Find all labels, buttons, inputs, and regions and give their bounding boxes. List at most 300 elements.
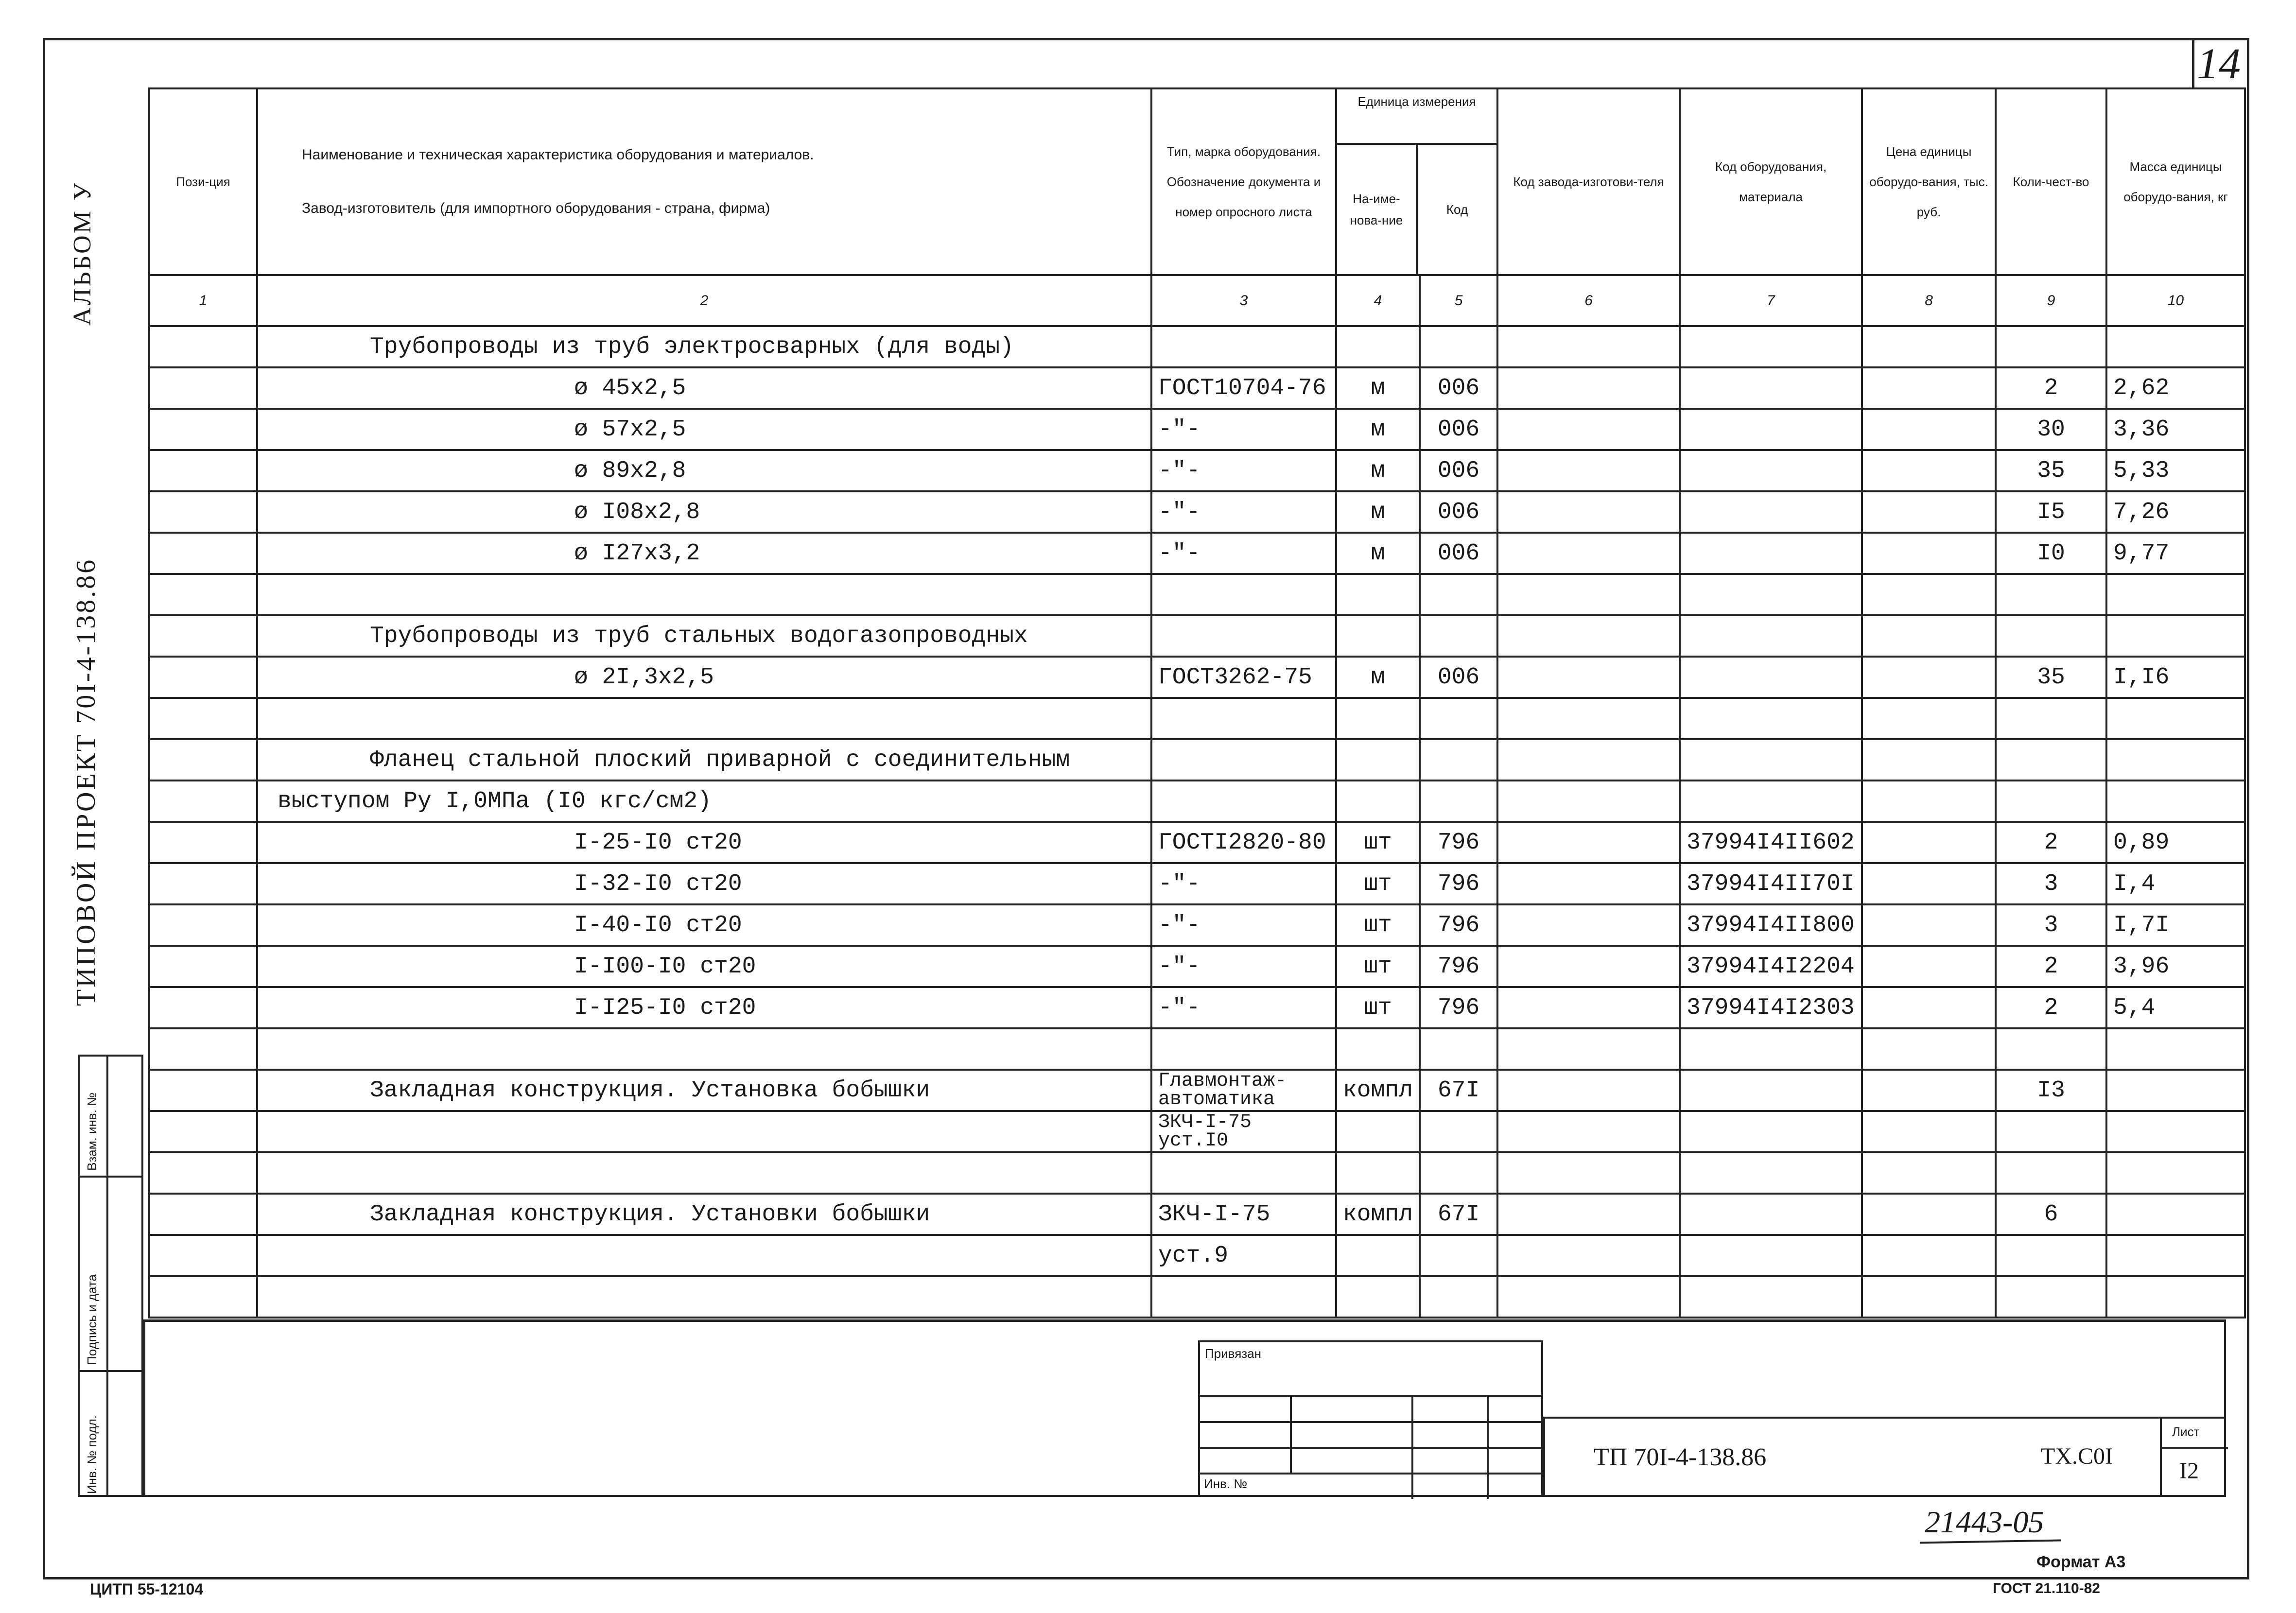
- table-row: [149, 946, 2245, 987]
- cell-mat: [1680, 1070, 1862, 1111]
- table-row: [149, 780, 2245, 822]
- cell-code: [1420, 739, 1497, 780]
- cell-price: [1862, 1152, 1996, 1194]
- cell-price: [1862, 657, 1996, 698]
- cell-price: [1862, 1276, 1996, 1318]
- cell-code: [1420, 326, 1497, 367]
- cell-mass: I,4: [2106, 863, 2245, 904]
- cell-qty: [1996, 326, 2106, 367]
- cell-code: 796: [1420, 863, 1497, 904]
- cell-qty: 3: [1996, 863, 2106, 904]
- cell-pos: [149, 1028, 257, 1070]
- cell-name: I-40-I0 ст20: [257, 904, 1151, 946]
- table-row: [149, 450, 2245, 491]
- cell-pos: [149, 822, 257, 863]
- cell-type: ГОСТ10704-76: [1151, 367, 1336, 409]
- cell-mat: [1680, 533, 1862, 574]
- cell-mass: [2106, 1070, 2245, 1111]
- cell-price: [1862, 409, 1996, 450]
- cell-pos: [149, 450, 257, 491]
- col-num: 9: [1996, 275, 2106, 326]
- cell-code: [1420, 574, 1497, 615]
- cell-mat: [1680, 450, 1862, 491]
- cell-type: [1151, 326, 1336, 367]
- cell-type: ГОСТI2820-80: [1151, 822, 1336, 863]
- document-code: ТХ.С0I: [2041, 1443, 2113, 1469]
- cell-qty: [1996, 1152, 2106, 1194]
- linked-vline: [1411, 1395, 1413, 1499]
- header-name-line1: Наименование и техническая характеристика оборудования и материалов.: [302, 147, 814, 163]
- linked-block: [1198, 1340, 1543, 1497]
- cell-pos: [149, 780, 257, 822]
- title-block: [1543, 1417, 2226, 1497]
- cell-type: ГОСТ3262-75: [1151, 657, 1336, 698]
- cell-plant: [1497, 904, 1680, 946]
- header-position: Пози-ция: [149, 88, 257, 275]
- side-stamp-inv-original: Инв. № подл.: [85, 1415, 99, 1494]
- table-row: [149, 1152, 2245, 1194]
- sheet-label: Лист: [2172, 1424, 2200, 1439]
- cell-mass: 5,4: [2106, 987, 2245, 1028]
- cell-qty: [1996, 574, 2106, 615]
- cell-mass: I,I6: [2106, 657, 2245, 698]
- cell-mat: [1680, 615, 1862, 657]
- format-label: Формат А3: [2036, 1553, 2126, 1571]
- cell-code: [1420, 780, 1497, 822]
- col-num: 8: [1862, 275, 1996, 326]
- sheet-hline: [2160, 1447, 2228, 1449]
- cell-type: -"-: [1151, 409, 1336, 450]
- cell-code: 006: [1420, 450, 1497, 491]
- col-num: 10: [2106, 275, 2245, 326]
- cell-plant: [1497, 533, 1680, 574]
- cell-name: Трубопроводы из труб стальных водогазопроводных: [257, 615, 1151, 657]
- cell-type: уст.9: [1151, 1235, 1336, 1276]
- cell-plant: [1497, 1152, 1680, 1194]
- table-row: [149, 574, 2245, 615]
- cell-name: [257, 1111, 1151, 1152]
- col-num: 7: [1680, 275, 1862, 326]
- cell-code: 006: [1420, 491, 1497, 533]
- cell-pos: [149, 904, 257, 946]
- cell-plant: [1497, 1111, 1680, 1152]
- cell-qty: 2: [1996, 822, 2106, 863]
- cell-unit: [1336, 574, 1420, 615]
- cell-qty: 35: [1996, 657, 2106, 698]
- cell-unit: [1336, 326, 1420, 367]
- cell-pos: [149, 367, 257, 409]
- table-row: [149, 657, 2245, 698]
- cell-price: [1862, 1194, 1996, 1235]
- cell-name: выступом Ру I,0МПа (I0 кгс/см2): [257, 780, 1151, 822]
- cell-plant: [1497, 1194, 1680, 1235]
- cell-unit: [1336, 739, 1420, 780]
- cell-unit: компл: [1336, 1070, 1420, 1111]
- cell-qty: 6: [1996, 1194, 2106, 1235]
- bottom-left-code: ЦИТП 55-12104: [90, 1580, 204, 1598]
- header-mass: Масса единицы оборудо-вания, кг: [2106, 88, 2245, 275]
- cell-unit: шт: [1336, 946, 1420, 987]
- cell-price: [1862, 946, 1996, 987]
- header-unit-split: [1337, 145, 1496, 274]
- cell-code: [1420, 1276, 1497, 1318]
- cell-plant: [1497, 450, 1680, 491]
- cell-type: [1151, 574, 1336, 615]
- cell-price: [1862, 987, 1996, 1028]
- cell-mass: [2106, 574, 2245, 615]
- side-stamp-block: [78, 1055, 143, 1497]
- cell-unit: [1336, 1111, 1420, 1152]
- header-price: Цена единицы оборудо-вания, тыс. руб.: [1862, 88, 1996, 275]
- cell-unit: шт: [1336, 822, 1420, 863]
- cell-type: [1151, 1028, 1336, 1070]
- linked-hline: [1200, 1473, 1541, 1474]
- cell-name: Закладная конструкция. Установка бобышки: [257, 1070, 1151, 1111]
- cell-qty: [1996, 1235, 2106, 1276]
- cell-qty: 3: [1996, 904, 2106, 946]
- cell-type: -"-: [1151, 450, 1336, 491]
- cell-price: [1862, 1235, 1996, 1276]
- header-unit-code: Код: [1446, 202, 1468, 217]
- cell-qty: 35: [1996, 450, 2106, 491]
- cell-mass: 2,62: [2106, 367, 2245, 409]
- cell-qty: [1996, 615, 2106, 657]
- linked-vline: [1290, 1395, 1292, 1474]
- cell-mass: [2106, 326, 2245, 367]
- cell-unit: компл: [1336, 1194, 1420, 1235]
- document-designation: ТП 70I-4-138.86: [1594, 1443, 1767, 1471]
- header-name: [257, 88, 1151, 275]
- cell-unit: [1336, 1276, 1420, 1318]
- cell-plant: [1497, 946, 1680, 987]
- cell-code: 006: [1420, 657, 1497, 698]
- cell-unit: [1336, 1235, 1420, 1276]
- cell-type: ЗКЧ-I-75: [1151, 1194, 1336, 1235]
- cell-code: [1420, 615, 1497, 657]
- cell-code: 796: [1420, 987, 1497, 1028]
- col-num: 2: [257, 275, 1151, 326]
- cell-mass: I,7I: [2106, 904, 2245, 946]
- gost-label: ГОСТ 21.110-82: [1993, 1580, 2100, 1596]
- side-stamp-hline: [80, 1370, 141, 1372]
- cell-name: ø I27x3,2: [257, 533, 1151, 574]
- cell-type: -"-: [1151, 863, 1336, 904]
- cell-pos: [149, 574, 257, 615]
- table-row: [149, 863, 2245, 904]
- header-name-line2: Завод-изготовитель (для импортного оборудования - страна, фирма): [302, 200, 770, 216]
- cell-mat: [1680, 657, 1862, 698]
- table-row: [149, 615, 2245, 657]
- table-row: [149, 1276, 2245, 1318]
- cell-mass: [2106, 698, 2245, 739]
- cell-mat: [1680, 367, 1862, 409]
- cell-name: I-I00-I0 ст20: [257, 946, 1151, 987]
- cell-name: [257, 1028, 1151, 1070]
- cell-pos: [149, 1276, 257, 1318]
- cell-price: [1862, 491, 1996, 533]
- cell-mat: [1680, 1152, 1862, 1194]
- table-row: [149, 1111, 2245, 1152]
- header-unit-name: На-име-нова-ние: [1337, 145, 1418, 274]
- cell-pos: [149, 946, 257, 987]
- cell-qty: [1996, 739, 2106, 780]
- table-row: [149, 1028, 2245, 1070]
- cell-mass: [2106, 739, 2245, 780]
- cell-code: [1420, 698, 1497, 739]
- cell-mat: [1680, 409, 1862, 450]
- cell-name: ø 89x2,8: [257, 450, 1151, 491]
- cell-pos: [149, 326, 257, 367]
- cell-mass: [2106, 1028, 2245, 1070]
- cell-price: [1862, 780, 1996, 822]
- col-num: 5: [1420, 275, 1497, 326]
- cell-pos: [149, 1070, 257, 1111]
- header-plant-code: Код завода-изготови-теля: [1497, 88, 1680, 275]
- cell-mat: [1680, 1194, 1862, 1235]
- cell-qty: [1996, 1111, 2106, 1152]
- cell-mat: [1680, 574, 1862, 615]
- cell-plant: [1497, 615, 1680, 657]
- linked-hline: [1200, 1447, 1541, 1449]
- cell-mat: 37994I4I2204: [1680, 946, 1862, 987]
- table-row: [149, 739, 2245, 780]
- cell-type: Главмонтаж-автоматика: [1151, 1070, 1336, 1111]
- cell-mass: [2106, 1194, 2245, 1235]
- cell-unit: [1336, 1028, 1420, 1070]
- cell-mat: [1680, 326, 1862, 367]
- cell-type: [1151, 739, 1336, 780]
- cell-qty: 2: [1996, 946, 2106, 987]
- cell-code: [1420, 1111, 1497, 1152]
- cell-type: [1151, 780, 1336, 822]
- cell-price: [1862, 1028, 1996, 1070]
- cell-name: ø 2I,3x2,5: [257, 657, 1151, 698]
- cell-code: 796: [1420, 946, 1497, 987]
- cell-mass: [2106, 1276, 2245, 1318]
- cell-plant: [1497, 1276, 1680, 1318]
- cell-price: [1862, 1111, 1996, 1152]
- cell-type: -"-: [1151, 533, 1336, 574]
- table-row: [149, 987, 2245, 1028]
- cell-mat: [1680, 698, 1862, 739]
- cell-plant: [1497, 822, 1680, 863]
- linked-hline: [1200, 1421, 1541, 1423]
- cell-type: [1151, 615, 1336, 657]
- cell-unit: шт: [1336, 904, 1420, 946]
- header-unit: [1336, 88, 1497, 275]
- cell-mass: [2106, 780, 2245, 822]
- table-row: [149, 533, 2245, 574]
- cell-mat: [1680, 1028, 1862, 1070]
- cell-qty: 2: [1996, 367, 2106, 409]
- cell-mass: [2106, 1235, 2245, 1276]
- cell-name: I-I25-I0 ст20: [257, 987, 1151, 1028]
- cell-mass: [2106, 1111, 2245, 1152]
- column-number-row: [149, 275, 2245, 326]
- cell-price: [1862, 533, 1996, 574]
- cell-code: [1420, 1028, 1497, 1070]
- cell-pos: [149, 615, 257, 657]
- table-row: [149, 409, 2245, 450]
- sheet-number: I2: [2179, 1458, 2199, 1484]
- cell-qty: 2: [1996, 987, 2106, 1028]
- cell-qty: 30: [1996, 409, 2106, 450]
- cell-mat: 37994I4II70I: [1680, 863, 1862, 904]
- cell-qty: I5: [1996, 491, 2106, 533]
- cell-mat: [1680, 491, 1862, 533]
- side-stamp-divider: [106, 1057, 108, 1495]
- cell-price: [1862, 822, 1996, 863]
- cell-type: [1151, 1152, 1336, 1194]
- linked-label: Привязан: [1205, 1346, 1262, 1361]
- cell-name: [257, 698, 1151, 739]
- cell-mass: 9,77: [2106, 533, 2245, 574]
- cell-plant: [1497, 491, 1680, 533]
- inv-label: Инв. №: [1204, 1476, 1248, 1491]
- project-label: ТИПОВОЙ ПРОЕКТ 70I-4-138.86: [71, 557, 101, 1006]
- cell-type: -"-: [1151, 946, 1336, 987]
- cell-plant: [1497, 409, 1680, 450]
- linked-vline: [1487, 1395, 1489, 1499]
- col-num: 4: [1336, 275, 1420, 326]
- cell-code: 796: [1420, 904, 1497, 946]
- table-row: [149, 1194, 2245, 1235]
- table-row: [149, 822, 2245, 863]
- cell-mat: [1680, 1111, 1862, 1152]
- specification-table: [148, 87, 2246, 1318]
- cell-type: ЗКЧ-I-75 уст.I0: [1151, 1111, 1336, 1152]
- page-number-divider: [2192, 38, 2194, 89]
- cell-pos: [149, 1235, 257, 1276]
- cell-name: Трубопроводы из труб электросварных (для воды): [257, 326, 1151, 367]
- cell-mat: 37994I4II602: [1680, 822, 1862, 863]
- cell-price: [1862, 326, 1996, 367]
- header-quantity: Коли-чест-во: [1996, 88, 2106, 275]
- cell-price: [1862, 1070, 1996, 1111]
- cell-unit: [1336, 698, 1420, 739]
- cell-plant: [1497, 698, 1680, 739]
- cell-code: 006: [1420, 409, 1497, 450]
- cell-plant: [1497, 326, 1680, 367]
- col-num: 6: [1497, 275, 1680, 326]
- cell-type: -"-: [1151, 491, 1336, 533]
- cell-qty: [1996, 1028, 2106, 1070]
- cell-code: 67I: [1420, 1070, 1497, 1111]
- cell-name: [257, 1152, 1151, 1194]
- cell-price: [1862, 367, 1996, 409]
- cell-price: [1862, 698, 1996, 739]
- header-unit-title: Единица измерения: [1337, 89, 1496, 145]
- cell-mat: [1680, 1276, 1862, 1318]
- cell-mat: [1680, 1235, 1862, 1276]
- cell-type: [1151, 698, 1336, 739]
- cell-qty: I0: [1996, 533, 2106, 574]
- cell-plant: [1497, 367, 1680, 409]
- handwritten-number: 21443-05: [1925, 1505, 2044, 1539]
- cell-plant: [1497, 1028, 1680, 1070]
- cell-qty: [1996, 780, 2106, 822]
- cell-name: ø 45x2,5: [257, 367, 1151, 409]
- cell-pos: [149, 987, 257, 1028]
- cell-price: [1862, 615, 1996, 657]
- cell-code: 67I: [1420, 1194, 1497, 1235]
- album-label: АЛЬБОМ У: [69, 181, 96, 326]
- cell-plant: [1497, 780, 1680, 822]
- cell-pos: [149, 863, 257, 904]
- cell-price: [1862, 863, 1996, 904]
- cell-unit: шт: [1336, 987, 1420, 1028]
- cell-unit: [1336, 1152, 1420, 1194]
- cell-mat: 37994I4II800: [1680, 904, 1862, 946]
- header-material-code: Код оборудования, материала: [1680, 88, 1862, 275]
- col-num: 1: [149, 275, 257, 326]
- cell-unit: м: [1336, 409, 1420, 450]
- cell-unit: м: [1336, 657, 1420, 698]
- cell-plant: [1497, 657, 1680, 698]
- header-type: Тип, марка оборудования. Обозначение документа и номер опросного листа: [1151, 88, 1336, 275]
- table-row: [149, 326, 2245, 367]
- cell-mass: [2106, 1152, 2245, 1194]
- cell-code: 006: [1420, 533, 1497, 574]
- cell-mass: 5,33: [2106, 450, 2245, 491]
- cell-plant: [1497, 863, 1680, 904]
- cell-type: -"-: [1151, 987, 1336, 1028]
- side-stamp-hline: [80, 1176, 141, 1178]
- table-row: [149, 698, 2245, 739]
- cell-price: [1862, 739, 1996, 780]
- table-row: [149, 904, 2245, 946]
- side-stamp-replace-inv: Взам. инв. №: [85, 1092, 99, 1171]
- table-row: [149, 367, 2245, 409]
- sheet-vline: [2160, 1419, 2162, 1495]
- cell-name: ø I08x2,8: [257, 491, 1151, 533]
- cell-qty: [1996, 1276, 2106, 1318]
- cell-type: -"-: [1151, 904, 1336, 946]
- table-row: [149, 1070, 2245, 1111]
- cell-type: [1151, 1276, 1336, 1318]
- cell-name: Фланец стальной плоский приварной с соединительным: [257, 739, 1151, 780]
- linked-hline: [1200, 1395, 1541, 1397]
- cell-name: Закладная конструкция. Установки бобышки: [257, 1194, 1151, 1235]
- cell-code: 006: [1420, 367, 1497, 409]
- cell-pos: [149, 739, 257, 780]
- cell-code: 796: [1420, 822, 1497, 863]
- cell-name: I-32-I0 ст20: [257, 863, 1151, 904]
- side-stamp-signature-date: Подпись и дата: [85, 1274, 99, 1365]
- cell-pos: [149, 491, 257, 533]
- cell-mat: 37994I4I2303: [1680, 987, 1862, 1028]
- specification-body: [149, 326, 2245, 1318]
- cell-qty: [1996, 698, 2106, 739]
- cell-mass: 7,26: [2106, 491, 2245, 533]
- cell-mass: 3,96: [2106, 946, 2245, 987]
- cell-pos: [149, 1111, 257, 1152]
- cell-price: [1862, 574, 1996, 615]
- cell-unit: [1336, 615, 1420, 657]
- cell-pos: [149, 657, 257, 698]
- cell-unit: [1336, 780, 1420, 822]
- cell-mat: [1680, 780, 1862, 822]
- cell-name: I-25-I0 ст20: [257, 822, 1151, 863]
- cell-price: [1862, 904, 1996, 946]
- cell-mass: 3,36: [2106, 409, 2245, 450]
- cell-code: [1420, 1235, 1497, 1276]
- cell-pos: [149, 533, 257, 574]
- cell-unit: м: [1336, 450, 1420, 491]
- cell-plant: [1497, 987, 1680, 1028]
- table-row: [149, 491, 2245, 533]
- cell-pos: [149, 1194, 257, 1235]
